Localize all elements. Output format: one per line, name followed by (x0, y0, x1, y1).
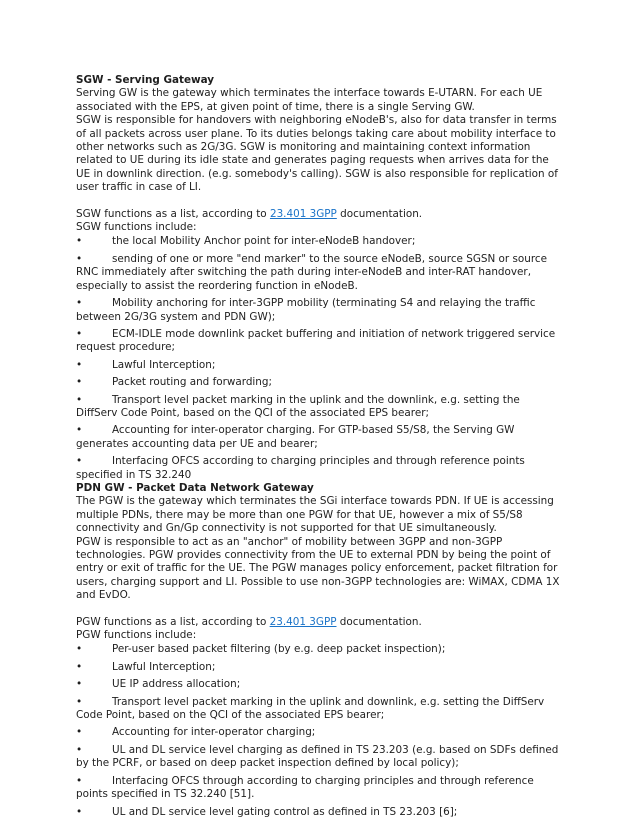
spacer (76, 195, 562, 208)
list-item: • Lawful Interception; (76, 660, 216, 673)
pgw-functions-line (76, 616, 562, 629)
list-item: • the local Mobility Anchor point for inter-eNodeB handover; (76, 235, 416, 248)
sgw-functions-prefix: SGW functions as a list, according to (76, 207, 270, 220)
list-item: • Lawful Interception; (76, 358, 216, 371)
list-item: • Transport level packet marking in the uplink and the downlink, e.g. setting the DiffServ Code Point, based on the QCI of the associated EPS bearer; (76, 393, 520, 419)
list-item: • Accounting for inter-operator charging. For GTP-based S5/S8, the Serving GW generates accounting data per UE and bearer; (76, 424, 515, 450)
bullet-icon: • (76, 726, 83, 739)
list-item: • UL and DL service level gating control as defined in TS 23.203 [6]; (76, 805, 458, 818)
bullet-icon: • (76, 805, 83, 818)
bullet-icon: • (76, 252, 83, 265)
sgw-paragraph-1: Serving GW is the gateway which terminates the interface towards E-UTARN. For each UE associated with the EPS, at given point of time, there is a single Serving GW. (76, 87, 543, 113)
pgw-heading: PDN GW - Packet Data Network Gateway (76, 481, 314, 494)
spacer (76, 603, 562, 616)
sgw-heading: SGW - Serving Gateway (76, 74, 215, 86)
bullet-icon: • (76, 774, 83, 787)
bullet-icon: • (76, 455, 83, 468)
pgw-include-label: PGW functions include: (76, 629, 197, 642)
list-item: • UL and DL service level charging as defined in TS 23.203 (e.g. based on SDFs defined by the PCRF, or based on deep packet inspection defined by local policy); (76, 743, 559, 770)
bullet-icon: • (76, 643, 83, 656)
pgw-functions-suffix: documentation. (336, 615, 422, 628)
list-item: • Interfacing OFCS through according to charging principles and through reference points specified in TS 32.240 [51]. (76, 774, 534, 801)
sgw-functions-line (76, 208, 562, 221)
list-item: • UE IP address allocation; (76, 678, 241, 691)
list-item: • Transport level packet marking in the uplink and downlink, e.g. setting the DiffServ Code Point, based on the QCI of the associated EPS bearer; (76, 695, 545, 722)
pgw-functions-prefix: PGW functions as a list, according to (76, 615, 270, 628)
list-item: • Packet routing and forwarding; (76, 376, 272, 389)
bullet-icon: • (76, 393, 83, 406)
bullet-icon: • (76, 358, 83, 371)
bullet-icon: • (76, 743, 83, 756)
list-item: • Interfacing OFCS according to charging principles and through reference points specified in TS 32.240 (76, 455, 525, 481)
bullet-icon: • (76, 376, 83, 389)
list-item: • Mobility anchoring for inter-3GPP mobility (terminating S4 and relaying the traffic between 2G/3G system and PDN GW); (76, 297, 536, 323)
bullet-icon: • (76, 424, 83, 437)
sgw-paragraph-2: SGW is responsible for handovers with neighboring eNodeB's, also for data transfer in terms of all packets across user plane. To its duties belongs taking care about mobility interface to other networks such as 2G/3G. SGW is monitoring and maintaining context information related to UE during its idle state and generates paging requests when arrives data for the UE in downlink direction. (e.g. somebody's calling). SGW is also responsible for replication of user traffic in case of LI. (76, 114, 558, 194)
sgw-3gpp-link[interactable]: 23.401 3GPP (269, 207, 337, 220)
bullet-icon: • (76, 297, 83, 310)
list-item: • Per-user based packet filtering (by e.g. deep packet inspection); (76, 643, 446, 656)
pgw-paragraph-1: The PGW is the gateway which terminates the SGi interface towards PDN. If UE is accessing multiple PDNs, there may be more than one PGW for that UE, however a mix of S5/S8 connectivity and Gn/Gp connectivity is not supported for that UE simultaneously. (76, 495, 554, 535)
bullet-icon: • (76, 678, 83, 691)
sgw-bullet-list (76, 235, 562, 482)
list-item: • Accounting for inter-operator charging; (76, 726, 316, 739)
sgw-include-label: SGW functions include: (76, 221, 197, 234)
pgw-bullet-list (76, 643, 562, 818)
sgw-functions-suffix: documentation. (336, 207, 423, 220)
bullet-icon: • (76, 660, 83, 673)
bullet-icon: • (76, 327, 83, 340)
list-item: • ECM-IDLE mode downlink packet buffering and initiation of network triggered service request procedure; (76, 327, 556, 354)
list-item: • sending of one or more "end marker" to the source eNodeB, source SGSN or source RNC immediately after switching the path during inter-eNodeB and inter-RAT handover, especially to assist the reordering function in eNodeB. (76, 252, 547, 292)
pgw-paragraph-2: PGW is responsible to act as an "anchor" of mobility between 3GPP and non-3GPP technologies. PGW provides connectivity from the UE to external PDN by being the point of entry or exit of traffic for the UE. The PGW manages policy enforcement, packet filtration for users, charging support and LI. Possible to use non-3GPP technologies are: WiMAX, CDMA 1X and EvDO. (76, 535, 560, 602)
bullet-icon: • (76, 695, 83, 708)
pgw-3gpp-link[interactable]: 23.401 3GPP (269, 615, 337, 628)
bullet-icon: • (76, 235, 83, 248)
